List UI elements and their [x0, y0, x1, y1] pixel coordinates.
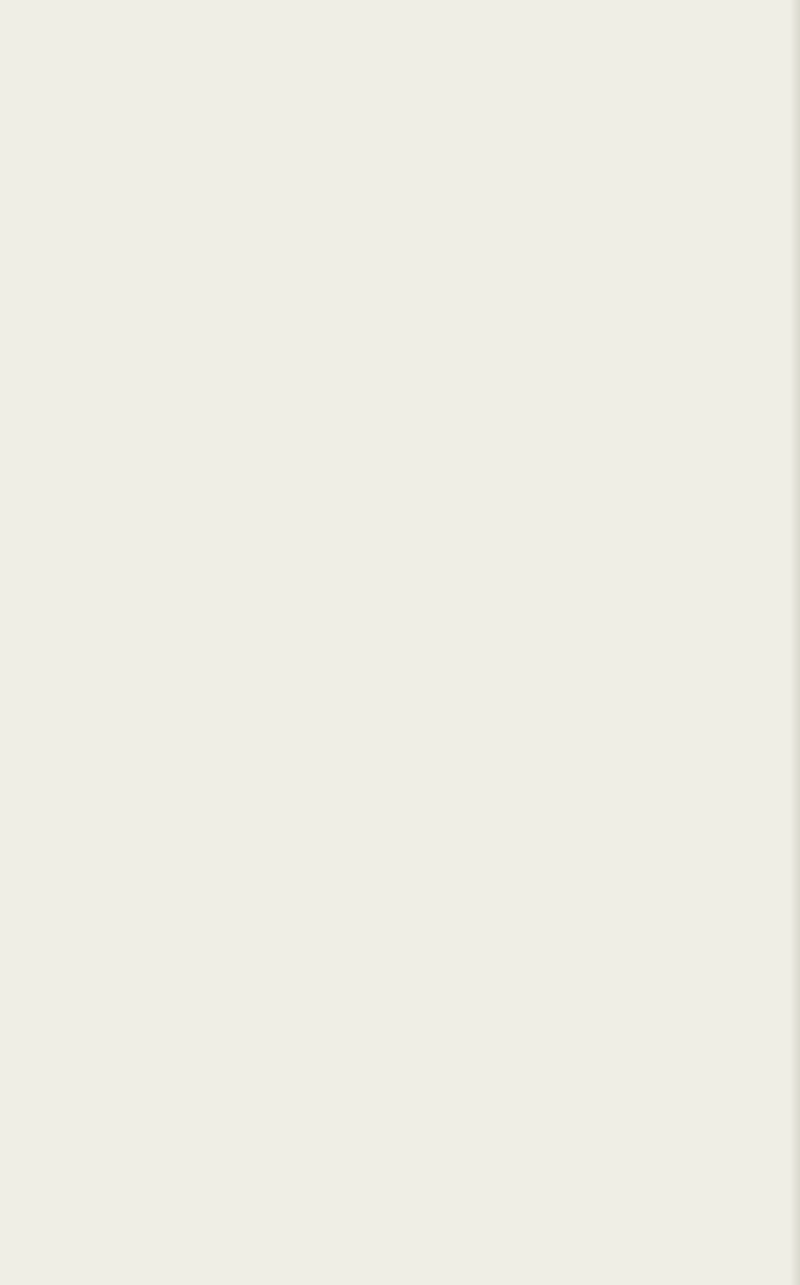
page-edge-shadow	[790, 0, 800, 1285]
page-header	[146, 80, 666, 110]
